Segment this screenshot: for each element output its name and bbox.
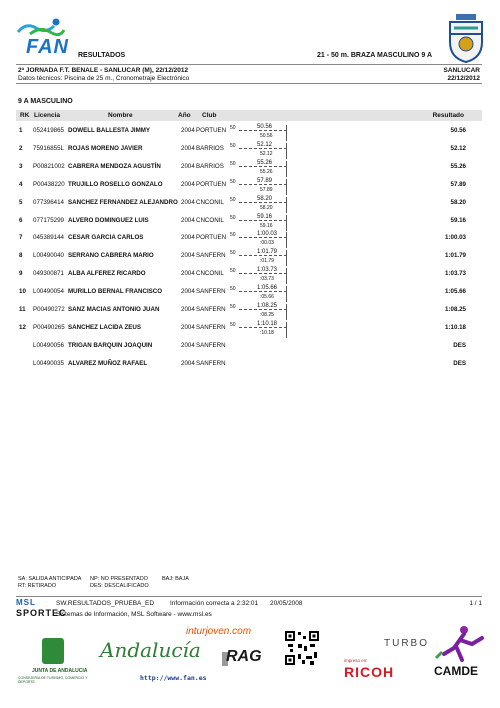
club-cell: SANFERN (196, 323, 226, 331)
name-cell: ROJAS MORENO JAVIER (68, 144, 143, 152)
legend-baj: BAJ: BAJA (162, 576, 189, 582)
split-time-lap: 55.26 (260, 168, 273, 175)
legend-des: DES: DESCALIFICADO (90, 583, 149, 589)
year-cell: 2004 (181, 288, 195, 296)
name-cell: SERRANO CABRERA MARIO (68, 252, 154, 260)
licencia-cell: P00821002 (33, 162, 65, 170)
camde-text: CAMDE (434, 664, 478, 678)
andalucia-text: Andalucía (100, 638, 201, 662)
split-time-value: 1:03.73 (257, 267, 278, 274)
rank-cell: 6 (19, 216, 23, 224)
split-leader-line (239, 184, 287, 185)
result-cell: 59.16 (450, 216, 466, 224)
split-leader-line (239, 220, 287, 221)
andalucia-logo (100, 638, 207, 688)
page-number: 1 / 1 (469, 600, 482, 607)
event-info-bar (16, 64, 482, 84)
name-cell: TRIGAN BARQUIN JOAQUIN (68, 341, 153, 349)
report-header (0, 0, 500, 64)
year-cell: 2004 (181, 144, 195, 152)
col-licencia: Licencia (34, 112, 61, 119)
split-leader-line (239, 166, 287, 167)
rank-cell: 9 (19, 270, 23, 278)
club-cell: CNCONIL (196, 216, 224, 224)
technical-data: Datos técnicos: Piscina de 25 m., Cronometraje Electrónico (18, 75, 190, 82)
result-cell: 1:00.03 (445, 234, 466, 242)
licencia-cell: 045389144 (33, 234, 64, 242)
split-time-lap: :05.66 (260, 294, 274, 301)
name-cell: ALVERO DOMINGUEZ LUIS (68, 216, 149, 224)
result-cell: DES (453, 341, 466, 349)
sponsor-strip (0, 620, 500, 708)
split-distance: 50 (230, 178, 236, 185)
col-ano: Año (178, 112, 191, 119)
result-cell: 1:08.25 (445, 306, 466, 313)
split-distance: 50 (230, 125, 236, 131)
turbo-text: TURBO (384, 638, 429, 649)
split-time-value: 50.56 (257, 124, 273, 130)
col-nombre: Nombre (108, 112, 133, 119)
name-cell: SANCHEZ FERNANDEZ ALEJANDRO (68, 198, 178, 206)
rank-cell: 2 (19, 144, 23, 152)
footer-date: 20/05/2008 (270, 600, 303, 607)
split-distance: 50 (230, 232, 236, 239)
company-line: Sistemas de Información, MSL Software - www.msl.es (56, 611, 212, 618)
junta-subtext: CONSEJERÍA DE TURISMO, COMERCIO Y DEPORTE (18, 676, 88, 684)
result-cell: 1:10.18 (445, 323, 466, 331)
licencia-cell: 75916855L (33, 144, 64, 152)
venue: SANLUCAR (443, 67, 480, 74)
year-cell: 2004 (181, 306, 195, 313)
licencia-cell: 077175299 (33, 216, 64, 224)
split-tick (286, 125, 287, 141)
year-cell: 2004 (181, 234, 195, 242)
year-cell: 2004 (181, 341, 195, 349)
result-cell: 55.26 (450, 162, 466, 170)
rank-cell: 12 (19, 323, 26, 331)
sportec-text: SPORTEC (16, 608, 67, 618)
inturjoven-logo: inturjoven.com (186, 626, 252, 637)
split-time-value: 1:00.03 (257, 231, 278, 238)
junta-seal-icon (42, 638, 64, 664)
split-leader-line (239, 291, 287, 292)
licencia-cell: 077396414 (33, 198, 64, 206)
split-leader-line (239, 327, 287, 328)
split-distance: 50 (230, 268, 236, 275)
rag-logo (222, 648, 272, 678)
split-tick (286, 232, 287, 248)
event-title: 21 - 50 m. BRAZA MASCULINO 9 A (317, 52, 432, 59)
report-title: RESULTADOS (78, 52, 126, 59)
split-time-lap: :00.03 (260, 240, 274, 247)
name-cell: CABRERA MENDOZA AGUSTÍN (68, 162, 161, 170)
year-cell: 2004 (181, 270, 195, 278)
split-time-value: 1:05.66 (257, 285, 278, 292)
split-distance: 50 (230, 321, 236, 328)
split-time-value: 1:08.25 (257, 303, 278, 309)
split-tick (286, 215, 287, 231)
split-leader-line (239, 273, 287, 274)
report-id: SW.RESULTADOS_PRUEBA_ED (56, 600, 155, 607)
year-cell: 2004 (181, 127, 195, 134)
name-cell: DOWELL BALLESTA JIMMY (68, 127, 151, 134)
col-resultado: Resultado (432, 112, 464, 119)
table-row (16, 355, 482, 377)
licencia-cell: P00490272 (33, 306, 65, 313)
split-tick (286, 286, 287, 302)
licencia-cell: L00490035 (33, 359, 64, 367)
split-tick (286, 179, 287, 195)
qr-code-icon (284, 630, 320, 676)
split-distance: 50 (230, 304, 236, 310)
split-tick (286, 322, 287, 338)
split-leader-line (239, 130, 287, 131)
year-cell: 2004 (181, 323, 195, 331)
split-time-value: 1:01.79 (257, 249, 278, 256)
name-cell: TRUJILLO ROSELLO GONZALO (68, 180, 163, 188)
club-cell: CNCONIL (196, 198, 224, 206)
result-cell: 1:01.79 (445, 252, 466, 260)
result-cell: 52.12 (450, 144, 466, 152)
impreso-text: impreso en: (344, 658, 368, 663)
split-time-lap: :01.79 (260, 258, 274, 265)
split-time-lap: :03.73 (260, 276, 274, 283)
event-date: 22/12/2012 (447, 75, 480, 82)
split-distance: 50 (230, 286, 236, 293)
split-distance: 50 (230, 160, 236, 167)
col-club: Club (202, 112, 217, 119)
licencia-cell: 052419865 (33, 127, 64, 134)
club-cell: SANFERN (196, 341, 226, 349)
licencia-cell: P00490265 (33, 323, 65, 331)
club-cell: SANFERN (196, 288, 226, 296)
split-tick (286, 143, 287, 159)
result-cell: 50.56 (450, 127, 466, 134)
name-cell: SANCHEZ LACIDA ZEUS (68, 323, 141, 331)
rank-cell: 3 (19, 162, 23, 170)
year-cell: 2004 (181, 180, 195, 188)
split-time-lap: 58.20 (260, 204, 273, 211)
event-name: 2ª JORNADA F.T. BENALE - SANLUCAR (M), 22/12/2012 (18, 67, 189, 74)
rank-cell: 10 (19, 288, 26, 296)
club-cell: BARRIOS (196, 144, 224, 152)
result-cell: 1:05.66 (445, 288, 466, 296)
split-tick (286, 161, 287, 177)
club-cell: BARRIOS (196, 162, 224, 170)
club-cell: SANFERN (196, 359, 226, 367)
rag-text: RAG (226, 648, 262, 665)
split-leader-line (239, 309, 287, 310)
split-time-lap: :10.18 (260, 329, 274, 336)
split-time-lap: 50.56 (260, 133, 273, 139)
rank-cell: 8 (19, 252, 23, 260)
club-cell: CNCONIL (196, 270, 224, 278)
result-cell: DES (453, 359, 466, 367)
split-tick (286, 268, 287, 284)
club-crest-icon (444, 12, 488, 64)
swimmer-icon (16, 16, 66, 38)
junta-text: JUNTA DE ANDALUCIA (32, 668, 88, 674)
turbo-ricoh-logo (340, 632, 430, 688)
club-cell: SANFERN (196, 306, 226, 313)
legend-sa: SA: SALIDA ANTICIPADA (18, 576, 82, 582)
split-leader-line (239, 148, 287, 149)
year-cell: 2004 (181, 216, 195, 224)
result-cell: 57.89 (450, 180, 466, 188)
legend-np: NP: NO PRESENTADO (90, 576, 148, 582)
results-table-header (16, 110, 482, 121)
club-cell: PORTUEN (196, 234, 227, 242)
split-leader-line (239, 202, 287, 203)
rank-cell: 1 (19, 127, 23, 134)
split-distance: 50 (230, 214, 236, 221)
split-time-lap: 57.89 (260, 186, 273, 193)
club-cell: PORTUEN (196, 180, 227, 188)
licencia-cell: L00490054 (33, 288, 64, 296)
year-cell: 2004 (181, 162, 195, 170)
split-time-value: 1:10.18 (257, 320, 278, 327)
name-cell: ALVAREZ MUÑOZ RAFAEL (68, 359, 148, 367)
split-time-lap: 59.16 (260, 222, 273, 229)
split-tick (286, 250, 287, 266)
licencia-cell: L00490040 (33, 252, 64, 260)
split-distance: 50 (230, 142, 236, 149)
club-cell: SANFERN (196, 252, 226, 260)
rank-cell: 7 (19, 234, 23, 242)
split-time-value: 57.89 (257, 177, 273, 184)
col-rk: RK (20, 112, 30, 119)
licencia-cell: P00438220 (33, 180, 65, 188)
name-cell: CESAR GARCIA CARLOS (68, 234, 144, 242)
licencia-cell: L00490056 (33, 341, 64, 349)
split-time-lap: :08.25 (260, 312, 274, 318)
name-cell: SANZ MACIAS ANTONIO JUAN (68, 306, 160, 313)
name-cell: ALBA ALFEREZ RICARDO (68, 270, 146, 278)
split-distance: 50 (230, 250, 236, 257)
rank-cell: 5 (19, 198, 23, 206)
split-tick (286, 197, 287, 213)
split-leader-line (239, 237, 287, 238)
rank-cell: 4 (19, 180, 23, 188)
result-cell: 58.20 (450, 198, 466, 206)
year-cell: 2004 (181, 198, 195, 206)
licencia-cell: 049300871 (33, 270, 64, 278)
rank-cell: 11 (19, 306, 26, 313)
legend-rt: RT: RETIRADO (18, 583, 57, 589)
camde-figure-icon (432, 624, 488, 664)
split-time-value: 59.16 (257, 213, 273, 220)
split-time-value: 58.20 (257, 195, 273, 202)
year-cell: 2004 (181, 359, 195, 367)
category-title: 9 A MASCULINO (18, 98, 73, 105)
fan-url[interactable]: http://www.fan.es (140, 674, 207, 682)
club-cell: PORTUEN (196, 127, 227, 134)
split-time-value: 55.26 (257, 159, 273, 166)
footer-divider (16, 596, 482, 597)
split-distance: 50 (230, 196, 236, 203)
result-cell: 1:03.73 (445, 270, 466, 278)
ricoh-text: RICOH (344, 664, 395, 680)
split-time-value: 52.12 (257, 141, 273, 148)
year-cell: 2004 (181, 252, 195, 260)
info-timestamp: Información correcta a 2:32:01 (170, 600, 259, 607)
split-time-lap: 52.12 (260, 150, 273, 157)
camde-logo (432, 624, 488, 690)
fan-logo-text: FAN (26, 36, 69, 58)
name-cell: MURILLO BERNAL FRANCISCO (68, 288, 163, 296)
junta-andalucia-logo (18, 634, 90, 690)
split-leader-line (239, 255, 287, 256)
split-tick (286, 304, 287, 320)
fan-logo (14, 14, 72, 62)
msl-text: MSL (16, 598, 36, 607)
